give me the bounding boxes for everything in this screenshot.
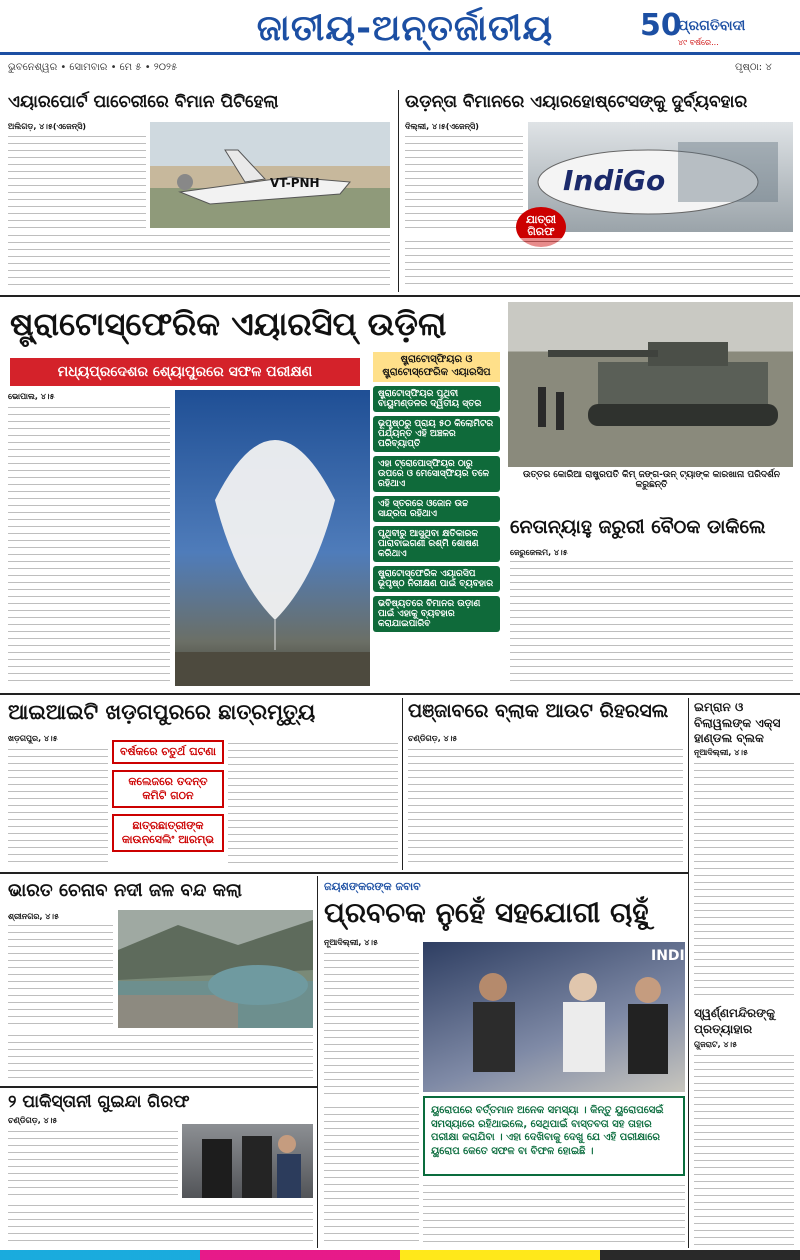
airship-byline: ଭୋପାଲ, ୪।୫	[8, 392, 55, 401]
airship-factbox	[373, 386, 500, 632]
balloon-illustration	[175, 390, 370, 686]
jaishankar-body-text	[324, 950, 419, 1100]
factbox-point: ଭୂପୃଷ୍ଠରୁ ପ୍ରାୟ ୫୦ କିଲୋମିଟର ପର୍ଯ୍ୟନ୍ତ ଏହି ଅଞ୍ଚଳର ପରିବ୍ୟାପ୍ତି	[373, 416, 500, 452]
tank-photo-caption: ଉତ୍ତର କୋରିଆ ରାଷ୍ଟ୍ରପତି କିମ୍ ଜଙ୍ଗ-ଉନ୍ ଟ୍ୟାଙ୍କ କାରଖାନା ପରିଦର୍ଶନ କରୁଛନ୍ତି	[522, 470, 780, 490]
second-headline: ସ୍ୱର୍ଣ୍ଣମନ୍ଦିରଙ୍କୁ ପ୍ରତ୍ୟାହାର	[694, 1006, 775, 1036]
factbox-point: ଷ୍ଟ୍ରାଟୋସ୍ଫିୟର ପୃଥିବୀ ବାୟୁମଣ୍ଡଳର ଦ୍ୱିତୀୟ ସ୍ତର	[373, 386, 500, 412]
jaishankar-body-text-2	[324, 1104, 419, 1246]
section-title: ଜାତୀୟ-ଅନ୍ତର୍ଜାତୀୟ	[256, 8, 554, 49]
tank-factory-photo	[508, 302, 793, 467]
chenab-dam-photo	[118, 910, 313, 1028]
section-rule	[0, 872, 688, 874]
jaishankar-quote: ୟୁରୋପରେ ବର୍ତ୍ତମାନ ଅନେକ ସମସ୍ୟା । କିନ୍ତୁ ୟୁରୋପସେଇଁ ସମସ୍ୟାରେ ରହିଥାଇଲେ, ସେଥିପାଇଁ ବାସ୍ତବତା ସହ ତାହାର ପରୀକ୍ଷା କରାଯିବା । ଏହା ଦେଖିବାକୁ ଦେଖୁ ଯେ ଏହି ପରୀକ୍ଷାରେ ୟୁରୋପ କେତେ ସଫଳ ବା ବିଫଳ ହୋଇଛି ।	[423, 1096, 685, 1176]
suspects-illustration	[182, 1124, 313, 1198]
iit-fact: ବର୍ଷକରେ ଚତୁର୍ଥ ଘଟଣା	[112, 740, 224, 764]
factbox-point: ଷ୍ଟ୍ରାଟୋସ୍ଫେରିକ ଏୟାରସିପ ଭୂପୃଷ୍ଠ ନିରୀକ୍ଷଣ ପାଇଁ ବ୍ୟବହାର	[373, 566, 500, 592]
chenab-body-text-2	[8, 1032, 313, 1082]
iit-body-text-2	[228, 740, 398, 864]
tank-illustration	[508, 302, 793, 467]
chenab-headline: ଭାରତ ଚେନାବ ନଦୀ ଜଳ ବନ୍ଦ କଲା	[8, 880, 242, 901]
imran-headline: ଇମ୍ରାନ ଓ ବିଲାୱଲଙ୍କ ଏକ୍ସ ହାଣ୍ଡଲ ବ୍ଲକ	[694, 700, 781, 746]
punjab-byline: ଚଣ୍ଡିଗଡ଼, ୪।୫	[408, 734, 458, 743]
imran-byline: ନୂଆଦିଲ୍ଲୀ, ୪।୫	[694, 748, 748, 757]
jaishankar-kicker: ଜୟଶଙ୍କରଙ୍କ ଜବାବ	[324, 880, 421, 893]
dam-illustration	[118, 910, 313, 1028]
jaishankar-headline: ପ୍ରବଚକ ନୁହେଁ ସହଯୋଗୀ ଚାହୁଁ	[324, 896, 649, 929]
page-number: ପୃଷ୍ଠା: ୪	[735, 62, 772, 73]
hostess-headline: ଉଡ଼ନ୍ତା ବିମାନରେ ଏୟାରହୋଷ୍ଟେସଙ୍କୁ ଦୁର୍ବ୍ୟବହାର	[405, 92, 748, 112]
chenab-byline: ଶ୍ରୀନଗର, ୪।୫	[8, 912, 60, 921]
airship-body-text	[8, 404, 170, 686]
brand-name: ପ୍ରଗତିବାଦୀ	[678, 18, 746, 34]
second-byline: ଗୁଜରାଟ, ୪।୫	[694, 1040, 738, 1049]
jaishankar-body-text-3	[423, 1182, 685, 1246]
factbox-point: ଏହି ସ୍ତରରେ ଓଜୋନ ଉଚ୍ଚ ସାନ୍ଦ୍ରତା ରହିଥାଏ	[373, 496, 500, 522]
factbox-point: ଏହା ଟ୍ରୋପୋସ୍ଫିୟର ଠାରୁ ଉପରେ ଓ ମେସୋସ୍ଫିୟର ତଳେ ରହିଥାଏ	[373, 456, 500, 492]
hostess-body-text	[405, 133, 523, 233]
imran-body-text	[694, 760, 794, 1000]
masthead-rule	[0, 52, 800, 55]
anniversary-number: 50	[640, 8, 682, 43]
pakistani-body-text-2	[8, 1202, 313, 1246]
iit-factbox	[112, 740, 224, 852]
backdrop-text: INDI	[651, 948, 685, 964]
brand-tagline: ୪୯ ବର୍ଷରେ...	[678, 38, 719, 47]
column-divider	[402, 698, 403, 870]
iit-fact: କଲେଜରେ ତଦନ୍ତ କମିଟି ଗଠନ	[112, 770, 224, 808]
airport-body-text-2	[8, 232, 390, 290]
airship-headline: ଷ୍ଟ୍ରାଟୋସ୍ଫେରିକ ଏୟାରସିପ୍ ଉଡ଼ିଲା	[10, 305, 447, 343]
airport-headline: ଏୟାରପୋର୍ଟ ପାଚେରୀରେ ବିମାନ ପିଟିହେଲା	[8, 92, 279, 112]
section-rule	[0, 295, 800, 297]
pakistani-headline: ୨ ପାକିସ୍ତାନୀ ଗୁଇନ୍ଦା ଗିରଫ	[8, 1092, 190, 1112]
punjab-headline: ପଞ୍ଜାବରେ ବ୍ଲାକ ଆଉଟ ରିହରସଲ	[408, 700, 669, 722]
column-divider	[317, 876, 318, 1248]
netanyahu-body-text	[510, 558, 793, 686]
iit-headline: ଆଇଆଇଟି ଖଡ଼ଗପୁରରେ ଛାତ୍ରମୃତ୍ୟୁ	[8, 700, 316, 724]
hostess-byline: ଦିଲ୍ଲୀ, ୪।୫(ଏଜେନ୍ସି)	[405, 122, 479, 131]
plane-illustration	[150, 122, 390, 228]
jaishankar-byline: ନୂଆଦିଲ୍ଲୀ, ୪।୫	[324, 938, 378, 947]
arrest-badge: ଯାତ୍ରୀ ଗିରଫ	[516, 207, 566, 247]
dateline: ଭୁବନେଶ୍ୱର • ସୋମବାର • ମେ ୫ • ୨୦୨୫	[8, 62, 178, 73]
jaishankar-event-photo	[423, 942, 685, 1092]
iit-body-text	[8, 746, 108, 864]
crashed-plane-photo	[150, 122, 390, 228]
airship-balloon-photo	[175, 390, 370, 686]
airline-logo-text: IndiGo	[563, 164, 666, 197]
hostess-body-text-2	[405, 238, 793, 290]
pakistani-byline: ଚଣ୍ଡିଗଡ଼, ୪।୫	[8, 1116, 58, 1125]
arrest-photo	[182, 1124, 313, 1198]
speakers-illustration	[423, 942, 685, 1092]
factbox-point: ଭବିଷ୍ୟତରେ ବିମାନର ଉଡ଼ାଣ ପାଇଁ ଏହାକୁ ବ୍ୟବହାର କରାଯାଇପାରିବ	[373, 596, 500, 632]
indigo-plane-photo	[528, 122, 793, 232]
pakistani-body-text	[8, 1128, 178, 1198]
iit-fact: ଛାତ୍ରଛାତ୍ରୀଙ୍କ କାଉନସେଲିଂ ଆରମ୍ଭ	[112, 814, 224, 852]
column-divider	[688, 698, 689, 1248]
punjab-body-text	[408, 746, 683, 864]
column-divider	[398, 90, 399, 292]
airport-byline: ଅଲିଗଡ଼, ୪।୫(ଏଜେନ୍ସି)	[8, 122, 87, 131]
chenab-body-text	[8, 922, 113, 1030]
netanyahu-headline: ନେତାନ୍ୟାହୁ ଜରୁରୀ ବୈଠକ ଡାକିଲେ	[510, 516, 766, 538]
airship-factbox-title: ଷ୍ଟ୍ରାଟୋସ୍ଫିୟର ଓ ଷ୍ଟ୍ରାଟୋସ୍ଫେରିକ ଏୟାରସିପ	[373, 352, 500, 382]
factbox-point: ପୃଥିବୀରୁ ଆସୁଥିବା କ୍ଷତିକାରକ ପାରାବାଇଗଣୀ ରଶ୍ମି ଶୋଷଣ କରିଥାଏ	[373, 526, 500, 562]
second-body-text	[694, 1052, 794, 1246]
iit-byline: ଖଡ଼ଗପୁର, ୪।୫	[8, 734, 58, 743]
print-registration-strip	[0, 1250, 800, 1260]
newspaper-logo	[640, 8, 790, 52]
airport-body-text	[8, 133, 146, 228]
section-rule	[0, 1086, 317, 1088]
netanyahu-byline: ଜେରୁଜେଲମ, ୪।୫	[510, 548, 568, 557]
airship-subhead: ମଧ୍ୟପ୍ରଦେଶର ଶ୍ୟୋପୁରରେ ସଫଳ ପରୀକ୍ଷଣ	[10, 358, 360, 386]
section-rule	[0, 693, 800, 695]
plane-registration: VT-PNH	[270, 176, 320, 190]
